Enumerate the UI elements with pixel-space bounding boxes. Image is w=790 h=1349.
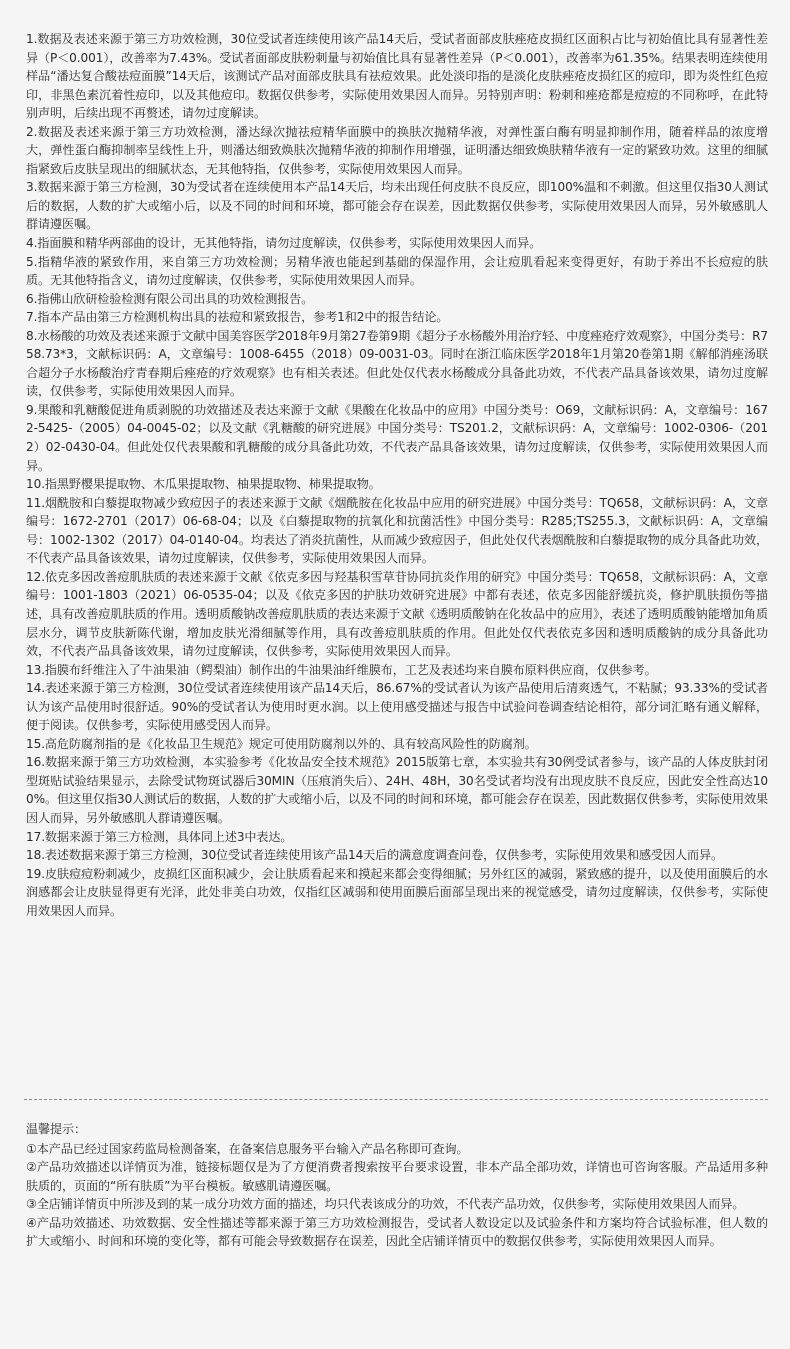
reminder-section: [26, 1120, 768, 1251]
reminder-item-3: ③全店铺详情页中所涉及到的某一成分功效方面的描述，均只代表该成分的功效，不代表产品功效，仅供参考，实际使用效果因人而异。: [26, 1197, 745, 1212]
footnote-15: 15.高危防腐剂指的是《化妆品卫生规范》规定可使用防腐剂以外的、具有较高风险性的防腐剂。: [26, 736, 537, 751]
footnote-10: 10.指黑野樱果提取物、木瓜果提取物、柚果提取物、柿果提取物。: [26, 477, 381, 492]
footnote-3: 3.数据来源于第三方检测，30为受试者在连续使用本产品14天后，均未出现任何皮肤不良反应，即100%温和不刺激。但这里仅指30人测试后的数据，人数的扩大或缩小后，以及不同的时间和环境，都可能会存在误差，因此数据仅供参考，实际使用效果因人而异，另外敏感肌人群请遵医嘱。: [26, 180, 768, 232]
footnote-6: 6.指佛山欣研检验检测有限公司出具的功效检测报告。: [26, 291, 314, 306]
footnote-1: 1.数据及表述来源于第三方功效检测，30位受试者连续使用该产品14天后，受试者面部皮肤痤疮皮损红区面积占比与初始值比具有显著性差异（P＜0.001），改善率为7.43%。受试者面部皮肤粉刺量与初始值比具有显著性差异（P＜0.001），改善率为61.35%。结果表明连续使用样品“潘达复合酸祛痘面膜”14天后，该测试产品对面部皮肤具有祛痘效果。此处淡印指的是淡化皮肤痤疮皮损红区的痘印，即为炎性红色痘印，非黑色素沉着性痘印，以及其他痘印。数据仅供参考，实际使用效果因人而异。另特别声明：粉刺和痤疮都是痘痘的不同称呼，在此特别声明，后续出现不再赘述，请勿过度解读。: [26, 32, 768, 121]
footnote-19: 19.皮肤痘痘粉刺减少，皮损红区面积减少，会让肤质看起来和摸起来都会变得细腻；另外红区的减弱，紧致感的提升，以及使用面膜后的水润感都会让皮肤显得更有光泽，此处非美白功效，仅指红区减弱和使用面膜后面部呈现出来的视觉感受，请勿过度解读，仅供参考，实际使用效果因人而异。: [26, 866, 768, 918]
footnote-2: 2.数据及表述来源于第三方功效检测，潘达绿次抛祛痘精华面膜中的换肤次抛精华液，对弹性蛋白酶有明显抑制作用，随着样品的浓度增大，弹性蛋白酶抑制率呈线性上升，则潘达细致焕肤次抛精华液的抑制作用增强，证明潘达细致焕肤精华液有一定的紧致功效。这里的细腻指紧致后皮肤呈现出的细腻状态，无其他特指，仅供参考，实际使用效果因人而异。: [26, 124, 768, 176]
footnote-5: 5.指精华液的紧致作用，来自第三方功效检测；另精华液也能起到基础的保湿作用，会让痘肌看起来变得更好，有助于养出不长痘痘的肤质。无其他特指含义，请勿过度解读，仅供参考，实际使用效果因人而异。: [26, 254, 768, 288]
reminder-item-1: ①本产品已经过国家药监局检测备案，在备案信息服务平台输入产品名称即可查询。: [26, 1141, 469, 1156]
footnote-11: 11.烟酰胺和白藜提取物减少致痘因子的表述来源于文献《烟酰胺在化妆品中应用的研究进展》中国分类号：TQ658，文献标识码：A，文章编号：1672-2701（2017）06-68-04；以及《白藜提取物的抗氧化和抗菌活性》中国分类号：R285;TS255.3，文献标识码：A，文章编号：1002-1302（2017）04-0140-04。均表达了消炎抗菌性，从而减少致痘因子，但此处仅代表烟酰胺和白藜提取物的成分具备此功效，不代表产品具备该效果，请勿过度解读，仅供参考，实际使用效果因人而异。: [26, 495, 768, 566]
footnote-8: 8.水杨酸的功效及表述来源于文献中国美容医学2018年9月第27卷第9期《超分子水杨酸外用治疗轻、中度痤疮疗效观察》，中国分类号：R758.73*3，文献标识码：A，文章编号：1008-6455（2018）09-0031-03。同时在浙江临床医学2018年1月第20卷第1期《解郁消痤汤联合超分子水杨酸治疗青春期后痤疮的疗效观察》也有相关表述。但此处仅代表水杨酸成分具备此功效，不代表产品具备该效果，请勿过度解读，仅供参考，实际使用效果因人而异。: [26, 328, 768, 399]
reminder-item-2: ②产品功效描述以详情页为准，链接标题仅是为了方便消费者搜索按平台要求设置，非本产品全部功效，详情也可咨询客服。产品适用多种肤质的，页面的“所有肤质”为平台模板。敏感肌请遵医嘱。: [26, 1160, 768, 1193]
reminder-item-4: ④产品功效描述、功效数据、安全性描述等都来源于第三方功效检测报告，受试者人数设定以及试验条件和方案均符合试验标准，但人数的扩大或缩小、时间和环境的变化等，都有可能会导致数据存在误差，因此全店铺详情页中的数据仅供参考，实际使用效果因人而异。: [26, 1215, 768, 1249]
footnote-16: 16.数据来源于第三方功效检测，本实验参考《化妆品安全技术规范》2015版第七章，本实验共有30例受试者参与，该产品的人体皮肤封闭型斑贴试验结果显示，去除受试物斑试器后30MIN（压痕消失后）、24H、48H，30名受试者均没有出现皮肤不良反应，因此安全性高达100%。但这里仅指30人测试后的数据，人数的扩大或缩小后，以及不同的时间和环境，都可能会存在误差，因此数据仅供参考，实际使用效果因人而异，另外敏感肌人群请遵医嘱。: [26, 755, 768, 825]
footnote-4: 4.指面膜和精华两部曲的设计，无其他特指，请勿过度解读，仅供参考，实际使用效果因人而异。: [26, 236, 542, 251]
reminder-title: 温馨提示：: [26, 1122, 86, 1136]
footnote-13: 13.指膜布纤维注入了牛油果油（鳄梨油）制作出的牛油果油纤维膜布，工艺及表述均来自膜布原料供应商，仅供参考。: [26, 662, 657, 677]
dashed-divider: [24, 1099, 768, 1100]
footnotes-section: [26, 30, 768, 920]
footnote-7: 7.指本产品由第三方检测机构出具的祛痘和紧致报告，参考1和2中的报告结论。: [26, 310, 449, 325]
footnote-14: 14.表述来源于第三方检测，30位受试者连续使用该产品14天后，86.67%的受试者认为该产品使用后清爽透气，不粘腻；93.33%的受试者认为该产品使用时很舒适。90%的受试者认为使用时更水润。以上使用感受描述与报告中试验问卷调查结论相符，部分词汇略有通义解释，便于阅读。仅供参考，实际使用感受因人而异。: [26, 681, 768, 733]
footnote-17: 17.数据来源于第三方检测，具体同上述3中表达。: [26, 829, 293, 844]
footnote-12: 12.依克多因改善痘肌肤质的表述来源于文献《依克多因与羟基积雪草苷协同抗炎作用的研究》中国分类号：TQ658，文献标识码：A，文章编号：1001-1803（2021）06-0535-04；以及《依克多因的护肤功效研究进展》中都有表述，依克多因能舒缓抗炎，修护肌肤损伤等描述，具有改善痘肌肤质的作用。透明质酸钠改善痘肌肤质的表达来源于文献《透明质酸钠在化妆品中的应用》，表述了透明质酸钠能增加角质层水分，调节皮肤新陈代谢，增加皮肤光滑细腻等作用，具有改善痘肌肤质的作用。但此处仅代表依克多因和透明质酸钠的成分具备此功效，不代表产品具备该效果，请勿过度解读，仅供参考，实际使用效果因人而异。: [26, 569, 768, 659]
footnote-9: 9.果酸和乳糖酸促进角质剥脱的功效描述及表达来源于文献《果酸在化妆品中的应用》中国分类号：O69，文献标识码：A，文章编号：1672-5425-（2005）04-0045-02；以及文献《乳糖酸的研究进展》中国分类号：TS201.2，文献标识码：A，文章编号：1002-0306-（2012）02-0430-04。但此处仅代表果酸和乳糖酸的成分具备此功效，不代表产品具备该效果，请勿过度解读，仅供参考，实际使用效果因人而异。: [26, 402, 768, 473]
footnote-18: 18.表述数据来源于第三方检测，30位受试者连续使用该产品14天后的满意度调查问卷，仅供参考，实际使用效果和感受因人而异。: [26, 848, 723, 863]
